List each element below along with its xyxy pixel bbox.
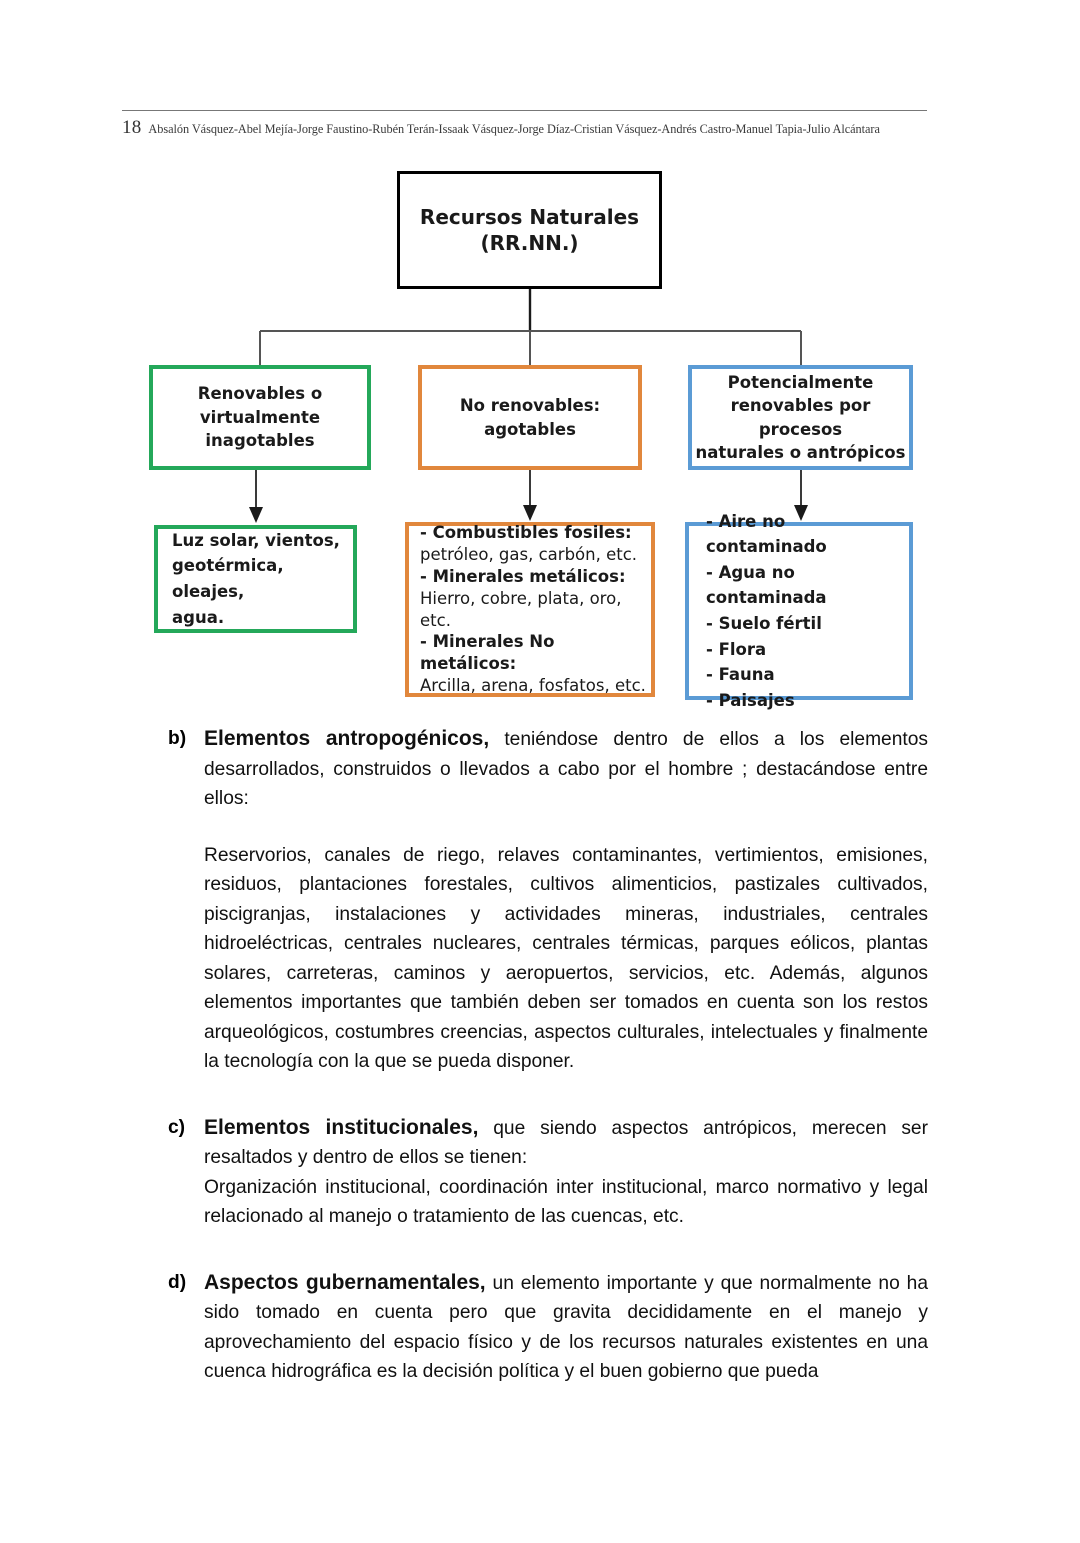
running-header	[122, 117, 952, 139]
renovables-detail-1: Luz solar, vientos,	[172, 530, 340, 550]
diagram-node-no-renovables	[418, 365, 642, 470]
list-marker-d: d)	[168, 1271, 187, 1293]
item-b-body-block	[204, 841, 928, 1077]
item-b-body: Reservorios, canales de riego, relaves contaminantes, vertimientos, emisiones, residuos, plantaciones forestales, cultivos alimenticios, pastizales cultivados, piscigranjas, instalaciones y actividades mineras, industriales, centrales hidroeléctricas, centrales nucleares, centrales térmicas, parques eólicos, plantas solares, carreteras, caminos y aeropuertos, servicios, etc. Además, algunos elementos importantes que también deben ser tomados en cuenta son los restos arqueológicos, costumbres creencias, aspectos culturales, intelectuales y finalmente la tecnología con la que se pueda disponer.	[204, 844, 928, 1072]
list-marker-b: b)	[168, 728, 187, 749]
potencialmente-line-1: Potencialmente	[727, 372, 874, 392]
spacer	[168, 1232, 928, 1268]
list-marker-c: c)	[168, 1116, 186, 1138]
potencialmente-line-2: renovables por procesos	[730, 396, 871, 439]
renovables-detail-2: geotérmica, oleajes,	[172, 556, 284, 601]
renovables-detail-3: agua.	[172, 607, 225, 627]
item-b-intro	[204, 724, 928, 814]
item-c-rest: que siendo aspectos antrópicos, merecen ser resaltados y dentro de ellos se tienen:	[204, 1117, 928, 1168]
item-b-lead: Elementos antropogénicos,	[204, 727, 490, 750]
renovables-line-1: Renovables o	[197, 384, 323, 404]
no-renovables-group-2-label: - Minerales metálicos:	[420, 566, 626, 586]
header-divider	[122, 110, 927, 111]
diagram-node-root	[397, 171, 662, 289]
item-c-intro	[204, 1113, 928, 1173]
no-renovables-group-2-items: Hierro, cobre, plata, oro, etc.	[420, 588, 622, 630]
natural-resources-diagram	[140, 160, 940, 720]
item-c-lead: Elementos institucionales,	[204, 1115, 479, 1139]
no-renovables-line-1: No renovables:	[459, 396, 601, 416]
no-renovables-line-2: agotables	[484, 419, 576, 439]
no-renovables-group-3-label: - Minerales No metálicos:	[420, 632, 555, 674]
potencialmente-detail-5: - Fauna	[706, 665, 775, 685]
root-title-line1: Recursos Naturales	[419, 204, 640, 229]
root-title-line2: (RR.NN.)	[480, 231, 579, 255]
body-content	[168, 724, 928, 1387]
item-b-rest: teniéndose dentro de ellos a los elementos desarrollados, construidos o llevados a cabo por el hombre ; destacándose entre ellos:	[204, 729, 928, 809]
item-d-intro	[204, 1268, 928, 1387]
no-renovables-group-1-items: petróleo, gas, carbón, etc.	[420, 544, 638, 564]
no-renovables-group-1-label: - Combustibles fosiles:	[420, 522, 632, 542]
potencialmente-detail-1: - Aire no contaminado	[706, 511, 827, 557]
list-item-d	[168, 1268, 928, 1387]
diagram-node-renovables	[149, 365, 371, 470]
spacer	[168, 814, 928, 841]
renovables-line-2: virtualmente	[199, 407, 321, 427]
list-item-b	[168, 724, 928, 814]
potencialmente-detail-2: - Agua no contaminada	[706, 562, 827, 608]
header-authors: Absalón Vásquez-Abel Mejía-Jorge Faustino-Rubén Terán-Issaak Vásquez-Jorge Díaz-Cristian Vásquez-Andrés Castro-Manuel Tapia-Julio Alcántara	[148, 122, 880, 136]
potencialmente-line-3: naturales o antrópicos	[695, 442, 906, 462]
spacer	[168, 1077, 928, 1113]
list-item-c	[168, 1113, 928, 1232]
diagram-detail-no-renovables	[405, 522, 655, 697]
potencialmente-detail-6: - Paisajes	[706, 690, 795, 710]
potencialmente-detail-3: - Suelo fértil	[706, 614, 822, 633]
item-d-lead: Aspectos gubernamentales,	[204, 1270, 486, 1294]
renovables-line-3: inagotables	[205, 431, 315, 451]
diagram-detail-potencialmente-renovables	[685, 511, 913, 710]
no-renovables-group-3-items: Arcilla, arena, fosfatos, etc.	[420, 676, 646, 696]
potencialmente-detail-4: - Flora	[706, 639, 767, 659]
page-number: 18	[122, 117, 142, 138]
diagram-node-potencialmente-renovables	[688, 365, 913, 470]
item-d-rest: un elemento importante y que normalmente no ha sido tomado en cuenta pero que gravita decididamente en el manejo y aprovechamiento del espacio físico y de los recursos naturales existentes en una cuenca hidrográfica es la decisión política y el buen gobierno que pueda	[204, 1272, 928, 1382]
diagram-detail-renovables	[154, 525, 357, 633]
item-c-body: Organización institucional, coordinación inter institucional, marco normativo y legal relacionado al manejo o tratamiento de las cuencas, etc.	[204, 1176, 928, 1227]
